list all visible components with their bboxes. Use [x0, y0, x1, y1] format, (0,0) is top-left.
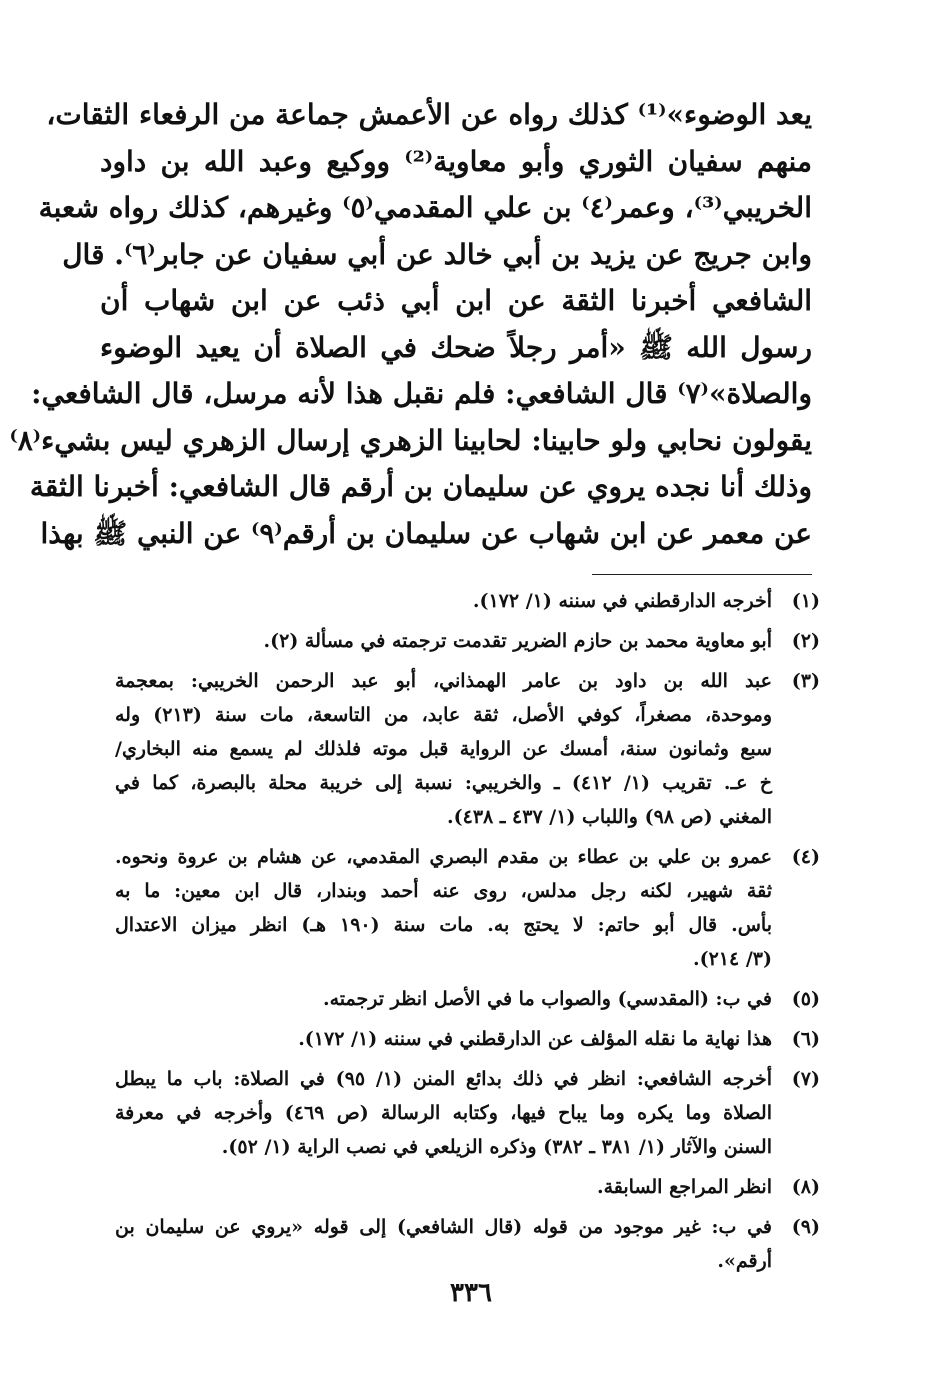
footnote-line: انظر المراجع السابقة.: [596, 1176, 772, 1198]
footnotes-block: [115, 584, 820, 1284]
main-text-line: وذلك أنا نجده يروي عن سليمان بن أرقم قال الشافعي: أخبرنا الثقة: [29, 470, 812, 503]
footnote: [115, 584, 820, 618]
footnote-number: (٣): [791, 670, 820, 692]
footnote-line: خ عـ. تقريب (١/ ٤١٢) ـ والخريبي: نسبة إلى خريبة محلة بالبصرة، كما في: [115, 772, 772, 794]
footnote: [115, 1062, 820, 1164]
main-text-line: يقولون نحابي ولو حابينا: لحابينا الزهري إرسال الزهري ليس بشيء⁽٨⁾: [9, 423, 812, 457]
footnote: [115, 1170, 820, 1204]
footnote: [115, 982, 820, 1016]
footnote-line: في ب: (المقدسي) والصواب ما في الأصل انظر ترجمته.: [322, 988, 772, 1010]
footnote-number: (٨): [791, 1176, 820, 1198]
page-number: ٣٣٦: [450, 1278, 492, 1308]
footnote-line: وموحدة، مصغراً، كوفي الأصل، ثقة عابد، من التاسعة، مات سنة (٢١٣) وله: [115, 704, 772, 726]
footnote-number: (١): [791, 590, 820, 612]
footnote-line: أخرجه الشافعي: انظر في ذلك بدائع المنن (١/ ٩٥) في الصلاة: باب ما يبطل: [115, 1068, 773, 1090]
footnote-line: عبد الله بن داود بن عامر الهمذاني، أبو عبد الرحمن الخريبي: بمعجمة: [115, 670, 772, 692]
main-text-line: يعد الوضوء»⁽¹⁾ كذلك رواه عن الأعمش جماعة من الرفعاء الثقات،: [46, 98, 812, 131]
footnote-line: (٣/ ٢١٤).: [692, 948, 772, 970]
footnote-line: الصلاة وما يكره وما يباح فيها، وكتابه الرسالة (ص ٤٦٩) وأخرجه في معرفة: [115, 1102, 772, 1124]
main-text-line: منهم سفيان الثوري وأبو معاوية⁽²⁾ ووكيع وعبد الله بن داود: [100, 144, 812, 178]
footnote-line: أبو معاوية محمد بن حازم الضرير تقدمت ترجمته في مسألة (٢).: [263, 630, 772, 652]
footnote-line: أخرجه الدارقطني في سننه (١/ ١٧٢).: [472, 590, 772, 612]
main-text-line: رسول الله ﷺ «أمر رجلاً ضحك في الصلاة أن يعيد الوضوء: [100, 330, 812, 364]
footnote-number: (٢): [791, 630, 820, 652]
main-text-block: [9, 92, 812, 557]
footnote-number: (٤): [791, 846, 820, 868]
footnote-line: هذا نهاية ما نقله المؤلف عن الدارقطني في سننه (١/ ١٧٢).: [298, 1028, 772, 1050]
footnote-line: ثقة شهير، لكنه رجل مدلس، روى عنه أحمد وبندار، قال ابن معين: ما به: [115, 880, 772, 902]
footnote: [115, 840, 820, 976]
footnote-line: سبع وثمانون سنة، أمسك عن الرواية قبل موته فلذلك لم يسمع منه البخاري/: [115, 738, 772, 760]
footnote-number: (٥): [791, 988, 820, 1010]
footnote-number: (٧): [791, 1068, 820, 1090]
main-text-line: والصلاة»⁽٧⁾ قال الشافعي: فلم نقبل هذا لأنه مرسل، قال الشافعي:: [31, 377, 812, 410]
footnote: [115, 1210, 820, 1278]
footnote: [115, 1022, 820, 1056]
footnote-line: عمرو بن علي بن عطاء بن مقدم البصري المقدمي، عن هشام بن عروة ونحوه.: [115, 846, 772, 868]
main-text-line: الشافعي أخبرنا الثقة عن ابن أبي ذئب عن ابن شهاب أن: [100, 284, 812, 317]
footnote: [115, 624, 820, 658]
footnote-line: المغني (ص ٩٨) واللباب (١/ ٤٣٧ ـ ٤٣٨).: [447, 806, 772, 828]
main-text-line: الخريبي⁽³⁾، وعمر⁽٤⁾ بن علي المقدمي⁽٥⁾ وغيرهم، كذلك رواه شعبة: [38, 191, 812, 224]
footnote-line: بأس. قال أبو حاتم: لا يحتج به. مات سنة (١٩٠ هـ) انظر ميزان الاعتدال: [115, 914, 772, 936]
footnote-divider: [592, 574, 812, 575]
footnote-line: أرقم».: [717, 1250, 772, 1272]
footnote-number: (٦): [791, 1028, 820, 1050]
footnote-line: السنن والآثار (١/ ٣٨١ ـ ٣٨٢) وذكره الزيلعي في نصب الراية (١/ ٥٢).: [221, 1136, 772, 1158]
main-text-line: وابن جريج عن يزيد بن أبي خالد عن أبي سفيان عن جابر⁽٦⁾. قال: [62, 237, 812, 271]
footnote: [115, 664, 820, 834]
footnote-line: في ب: غير موجود من قوله (قال الشافعي) إلى قوله «يروي عن سليمان بن: [115, 1216, 772, 1238]
main-text-line: عن معمر عن ابن شهاب عن سليمان بن أرقم⁽٩⁾ عن النبي ﷺ بهذا: [40, 516, 812, 550]
footnote-number: (٩): [791, 1216, 820, 1238]
